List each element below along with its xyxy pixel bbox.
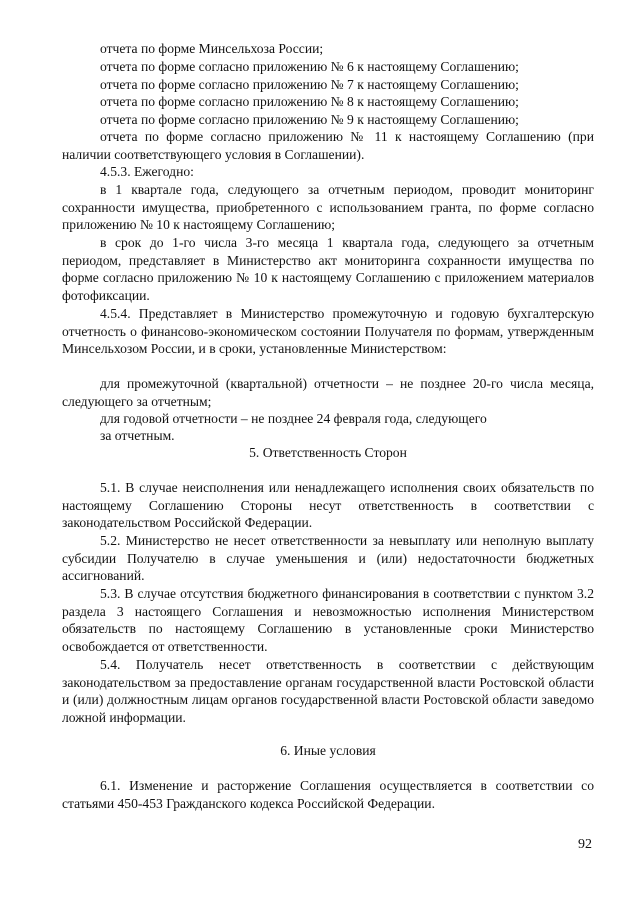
paragraph-interim-reporting: для промежуточной (квартальной) отчетности – не позднее 20-го числа месяца, следующего за отчетным; [62, 376, 594, 409]
paragraph-annual-reporting-2: за отчетным. [100, 428, 175, 443]
paragraph-4-5-4: 4.5.4. Представляет в Министерство промежуточную и годовую бухгалтерскую отчетность о финансово-экономическом состоянии Получателя по формам, утвержденным Минсельхозом России, и в сроки, установленные Министерством: [62, 306, 594, 357]
page-number: 92 [578, 837, 592, 852]
paragraph-q1-act: в срок до 1-го числа 3-го месяца 1 квартала года, следующего за отчетным периодом, представляет в Министерство акт мониторинга сохранности имущества по форме согласно приложению № 10 к настоящему Соглашению с приложением материалов фотофиксации. [62, 235, 594, 303]
paragraph-5-1: 5.1. В случае неисполнения или ненадлежащего исполнения своих обязательств по настоящему Соглашению Стороны несут ответственность в соответствии с законодательством Российской Федерации. [62, 480, 594, 531]
paragraph-annual-reporting-1: для годовой отчетности – не позднее 24 февраля года, следующего [100, 411, 487, 426]
section-6-heading: 6. Иные условия [280, 743, 376, 758]
line-appendix-7: отчета по форме согласно приложению № 7 к настоящему Соглашению; [100, 77, 519, 92]
line-appendix-9: отчета по форме согласно приложению № 9 к настоящему Соглашению; [100, 112, 519, 127]
paragraph-5-4: 5.4. Получатель несет ответственность в соответствии с действующим законодательством за предоставление органам государственной власти Ростовской области и (или) должностным лицам органов государственной власти Ростовской области заведомо ложной информации. [62, 657, 594, 725]
line-minselhoz-report: отчета по форме Минсельхоза России; [100, 41, 324, 56]
paragraph-q1-monitoring: в 1 квартале года, следующего за отчетным периодом, проводит мониторинг сохранности имущества, приобретенного с использованием гранта, по форме согласно приложению № 10 к настоящему Соглашению; [62, 182, 594, 233]
line-appendix-6: отчета по форме согласно приложению № 6 к настоящему Соглашению; [100, 59, 519, 74]
paragraph-6-1: 6.1. Изменение и расторжение Соглашения осуществляется в соответствии со статьями 450-453 Гражданского кодекса Российской Федерации. [62, 778, 594, 811]
paragraph-appendix-11: отчета по форме согласно приложению № 11 к настоящему Соглашению (при наличии соответствующего условия в Соглашении). [62, 129, 594, 162]
section-5-heading: 5. Ответственность Сторон [249, 445, 407, 460]
line-appendix-8: отчета по форме согласно приложению № 8 к настоящему Соглашению; [100, 94, 519, 109]
paragraph-5-2: 5.2. Министерство не несет ответственности за невыплату или неполную выплату субсидии Получателю в случае уменьшения и (или) недостаточности бюджетных ассигнований. [62, 533, 594, 584]
paragraph-5-3: 5.3. В случае отсутствия бюджетного финансирования в соответствии с пунктом 3.2 раздела 3 настоящего Соглашения и невозможностью исполнения Министерством обязательств по настоящему Соглашению в установленные сроки Министерство освобождается от ответственности. [62, 586, 594, 654]
paragraph-4-5-3: 4.5.3. Ежегодно: [100, 164, 194, 179]
